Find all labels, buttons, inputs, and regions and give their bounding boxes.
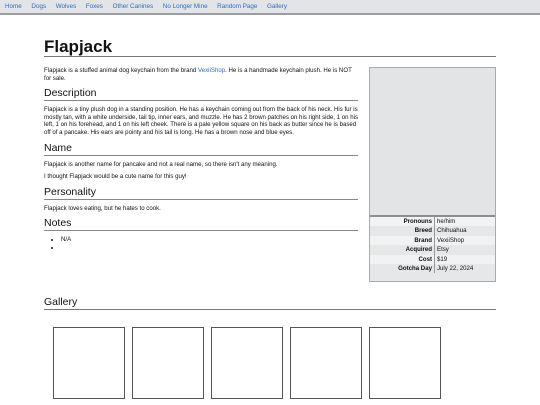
nav-link-other-canines[interactable]: Other Canines bbox=[112, 3, 154, 10]
infobox-value: he/him bbox=[437, 218, 456, 225]
main-content bbox=[44, 67, 358, 252]
gallery-thumbnail[interactable] bbox=[211, 327, 283, 399]
infobox-label: Pronouns bbox=[370, 217, 435, 226]
table-row bbox=[370, 226, 495, 235]
intro-paragraph bbox=[44, 67, 358, 82]
nav-link-dogs[interactable]: Dogs bbox=[31, 3, 47, 10]
gallery-thumbnail[interactable] bbox=[53, 327, 125, 399]
list-item: • N/A bbox=[61, 236, 358, 244]
nav-link-no-longer-mine[interactable]: No Longer Mine bbox=[162, 3, 208, 10]
table-row bbox=[370, 255, 495, 264]
name-heading: Name bbox=[44, 142, 358, 156]
infobox-image bbox=[370, 68, 495, 217]
gallery-thumbnail[interactable] bbox=[132, 327, 204, 399]
infobox-label: Breed bbox=[370, 226, 435, 235]
notes-heading: Notes bbox=[44, 217, 358, 231]
notes-list bbox=[44, 236, 358, 252]
infobox-value: Etsy bbox=[437, 246, 449, 254]
gallery-heading: Gallery bbox=[44, 296, 496, 310]
infobox-value: $19 bbox=[437, 255, 448, 263]
infobox-table bbox=[370, 217, 495, 273]
infobox-label: Acquired bbox=[370, 245, 435, 254]
name-text-2: I thought Flapjack would be a cute name for this guy! bbox=[44, 173, 187, 181]
table-row bbox=[370, 264, 495, 273]
top-nav bbox=[0, 0, 540, 15]
infobox-value: July 22, 2024 bbox=[437, 265, 474, 273]
infobox-label: Gotcha Day bbox=[370, 264, 435, 273]
table-row bbox=[370, 245, 495, 254]
gallery-grid bbox=[53, 327, 441, 399]
description-heading: Description bbox=[44, 87, 358, 101]
table-row bbox=[370, 217, 495, 226]
infobox bbox=[369, 67, 496, 282]
brand-link[interactable]: VexiiShop bbox=[198, 67, 226, 74]
personality-text: Flapjack loves eating, but he hates to cook. bbox=[44, 204, 161, 212]
gallery-thumbnail[interactable] bbox=[369, 327, 441, 399]
page-title: Flapjack bbox=[44, 37, 496, 57]
infobox-value: Chihuahua bbox=[437, 227, 467, 235]
nav-link-home[interactable]: Home bbox=[5, 3, 22, 10]
intro-text-before: Flapjack is a stuffed animal dog keychain from the brand bbox=[44, 67, 199, 74]
infobox-label: Cost bbox=[370, 255, 435, 264]
nav-link-foxes[interactable]: Foxes bbox=[85, 3, 103, 10]
nav-link-random-page[interactable]: Random Page bbox=[217, 3, 258, 10]
intro-text-after: . He is a handmade keychain plush. He is NOT for sale. bbox=[44, 67, 352, 82]
nav-link-gallery[interactable]: Gallery bbox=[267, 3, 287, 10]
list-item bbox=[61, 244, 358, 252]
infobox-label: Brand bbox=[370, 236, 435, 245]
name-text-1: Flapjack is another name for pancake and not a real name, so there isn't any meaning. bbox=[44, 160, 278, 168]
table-row bbox=[370, 236, 495, 245]
nav-link-wolves[interactable]: Wolves bbox=[55, 3, 77, 10]
description-text: Flapjack is a tiny plush dog in a standing position. He has a keychain coming out from the back of his neck. His fur is mostly tan, with a white underside, tail tip, inner ears, and muzzle. He has 2 brown patches on his right side, 1 on his left, 1 on his forehead, and 1 on his left cheek. There is a pale yellow square on his back as butter since he is based off of a pancake. His ears are pointy and his tail is long. He has a brown nose and blue eyes. bbox=[44, 106, 358, 136]
gallery-thumbnail[interactable] bbox=[290, 327, 362, 399]
infobox-value: VexiiShop bbox=[437, 236, 465, 244]
personality-heading: Personality bbox=[44, 186, 358, 200]
